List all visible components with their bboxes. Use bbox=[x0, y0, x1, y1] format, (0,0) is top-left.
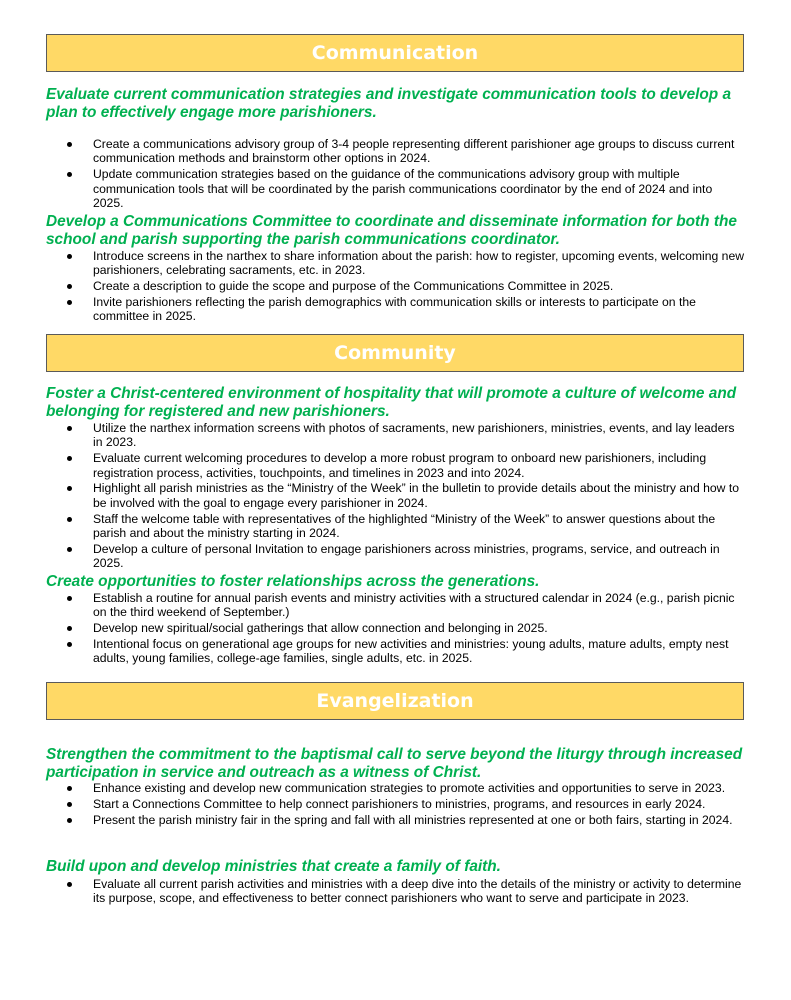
bullet-icon bbox=[67, 426, 72, 431]
goal-heading: Create opportunities to foster relationships across the generations. bbox=[46, 573, 540, 590]
list-item: Invite parishioners reflecting the parish demographics with communication skills or interests to participate on the committee in 2025. bbox=[0, 295, 791, 324]
bullet-icon bbox=[67, 517, 72, 522]
bullet-icon bbox=[67, 172, 72, 177]
bullet-icon bbox=[67, 596, 72, 601]
goal-heading: Foster a Christ-centered environment of hospitality that will promote a culture of welcome and belonging for registered and new parishioners. bbox=[46, 385, 737, 420]
bullet-icon bbox=[67, 786, 72, 791]
list-item: Highlight all parish ministries as the “Ministry of the Week” in the bulletin to provide details about the ministry and how to be involved with the goal to engage every parishioner in 2024. bbox=[0, 481, 791, 510]
goal-heading: Strengthen the commitment to the baptismal call to serve beyond the liturgy through increased participation in service and outreach as a witness of Christ. bbox=[46, 746, 743, 781]
bullet-list bbox=[0, 781, 791, 828]
list-item: Enhance existing and develop new communication strategies to promote activities and opportunities to serve in 2023. bbox=[0, 781, 791, 795]
list-item: Intentional focus on generational age groups for new activities and ministries: young adults, mature adults, empty nest adults, young families, college-age families, single adults, etc. in 2025. bbox=[0, 637, 791, 666]
bullet-icon bbox=[67, 486, 72, 491]
list-item: Start a Connections Committee to help connect parishioners to ministries, programs, and resources in early 2024. bbox=[0, 797, 791, 811]
list-item: Present the parish ministry fair in the spring and fall with all ministries represented at one or both fairs, starting in 2024. bbox=[0, 813, 791, 827]
bullet-icon bbox=[67, 642, 72, 647]
bullet-icon bbox=[67, 300, 72, 305]
list-item: Establish a routine for annual parish events and ministry activities with a structured calendar in 2024 (e.g., parish picnic on the third weekend of September.) bbox=[0, 591, 791, 620]
bullet-list bbox=[0, 421, 791, 572]
list-item: Staff the welcome table with representatives of the highlighted “Ministry of the Week” to answer questions about the parish and about the ministry starting in 2024. bbox=[0, 512, 791, 541]
section-banner-evangelization: Evangelization bbox=[46, 682, 744, 720]
list-item: Develop new spiritual/social gatherings that allow connection and belonging in 2025. bbox=[0, 621, 791, 635]
bullet-list bbox=[0, 877, 791, 907]
goal-heading: Evaluate current communication strategies and investigate communication tools to develop a plan to effectively engage more parishioners. bbox=[46, 86, 732, 121]
goal-heading: Develop a Communications Committee to coordinate and disseminate information for both the school and parish supporting the parish communications coordinator. bbox=[46, 213, 737, 248]
bullet-icon bbox=[67, 882, 72, 887]
list-item: Introduce screens in the narthex to share information about the parish: how to register, upcoming events, welcoming new parishioners, celebrating sacraments, etc. in 2023. bbox=[0, 249, 791, 278]
bullet-icon bbox=[67, 547, 72, 552]
section-banner-community: Community bbox=[46, 334, 744, 372]
goal-heading: Build upon and develop ministries that create a family of faith. bbox=[46, 858, 501, 875]
list-item: Create a description to guide the scope and purpose of the Communications Committee in 2025. bbox=[0, 279, 791, 293]
bullet-icon bbox=[67, 626, 72, 631]
list-item: Update communication strategies based on the guidance of the communications advisory group with multiple communication tools that will be coordinated by the parish communications coordinator by the end of 2024 and into 2025. bbox=[0, 167, 791, 210]
bullet-list bbox=[0, 249, 791, 325]
list-item: Evaluate current welcoming procedures to develop a more robust program to onboard new parishioners, including registration process, activities, touchpoints, and timelines in 2023 and into 2024. bbox=[0, 451, 791, 480]
bullet-list bbox=[0, 591, 791, 667]
list-item: Develop a culture of personal Invitation to engage parishioners across ministries, programs, service, and outreach in 2025. bbox=[0, 542, 791, 571]
list-item: Create a communications advisory group of 3-4 people representing different parishioner age groups to discuss current communication methods and brainstorm other options in 2024. bbox=[0, 137, 791, 166]
bullet-icon bbox=[67, 802, 72, 807]
list-item: Utilize the narthex information screens with photos of sacraments, new parishioners, ministries, events, and lay leaders in 2023. bbox=[0, 421, 791, 450]
list-item: Evaluate all current parish activities and ministries with a deep dive into the details of the ministry or activity to determine its purpose, scope, and effectiveness to better connect parishioners who want to serve and participate in 2023. bbox=[0, 877, 791, 906]
bullet-icon bbox=[67, 284, 72, 289]
bullet-icon bbox=[67, 818, 72, 823]
bullet-icon bbox=[67, 254, 72, 259]
section-banner-communication: Communication bbox=[46, 34, 744, 72]
bullet-list bbox=[0, 137, 791, 212]
bullet-icon bbox=[67, 456, 72, 461]
bullet-icon bbox=[67, 142, 72, 147]
